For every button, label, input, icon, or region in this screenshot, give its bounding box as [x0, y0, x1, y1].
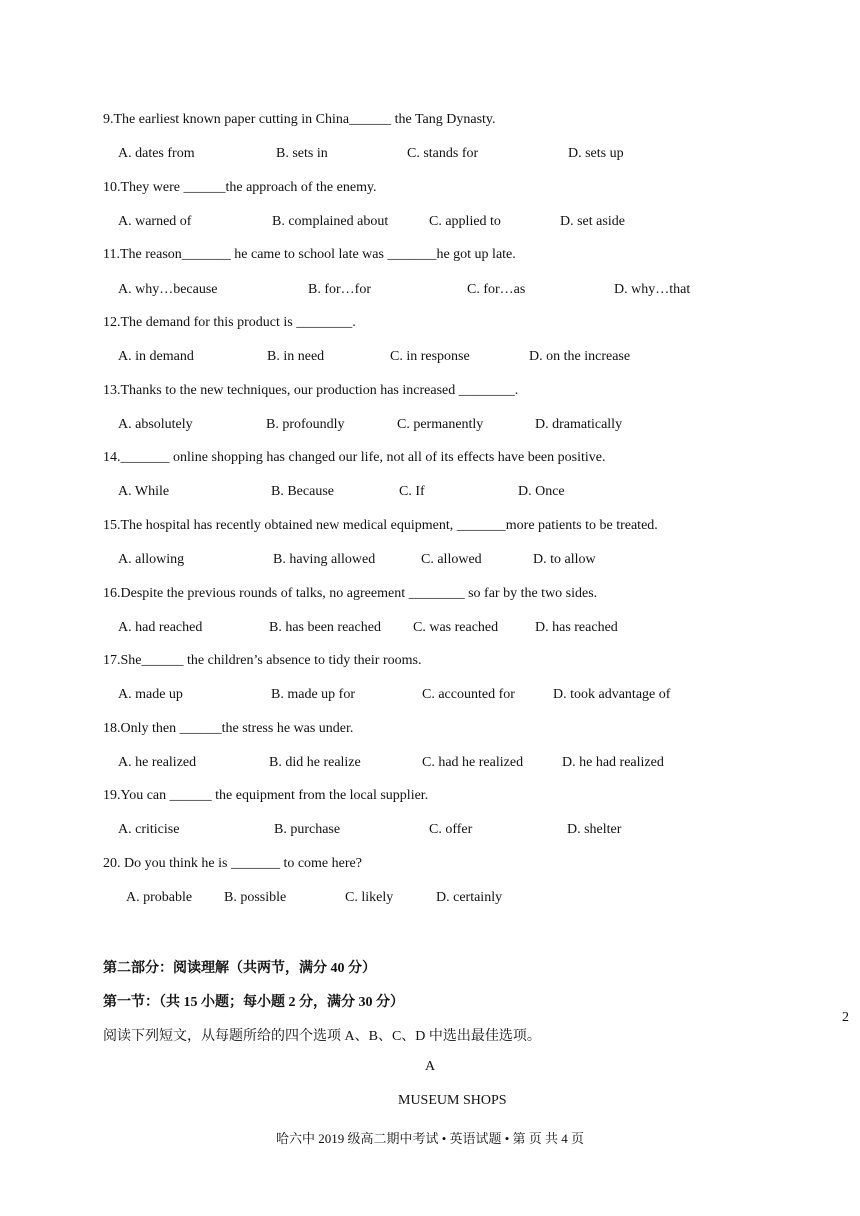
option-a: A. absolutely	[118, 417, 193, 432]
question-13-stem: 13.Thanks to the new techniques, our production has increased ________.	[103, 383, 519, 398]
question-11-stem: 11.The reason_______ he came to school late was _______he got up late.	[103, 247, 516, 262]
question-16-options	[118, 620, 818, 640]
question-10-stem: 10.They were ______the approach of the enemy.	[103, 180, 377, 195]
option-c: C. in response	[390, 349, 470, 364]
option-c: C. allowed	[421, 552, 482, 567]
question-10-options	[118, 214, 818, 234]
question-15-options	[118, 552, 818, 572]
page-number: 2	[842, 1010, 849, 1025]
question-15-stem: 15.The hospital has recently obtained new medical equipment, _______more patients to be treated.	[103, 518, 658, 533]
page-footer: 哈六中 2019 级高二期中考试 • 英语试题 • 第 页 共 4 页	[275, 1131, 585, 1146]
question-9-options	[118, 146, 818, 166]
option-d: D. he had realized	[562, 755, 664, 770]
option-d: D. has reached	[535, 620, 618, 635]
option-c: C. likely	[345, 890, 394, 905]
option-c: C. applied to	[429, 214, 501, 229]
option-a: A. While	[118, 484, 170, 499]
reading-instruction: 阅读下列短文，从每题所给的四个选项 A、B、C、D 中选出最佳选项。	[103, 1029, 541, 1044]
question-19-stem: 19.You can ______ the equipment from the local supplier.	[103, 788, 429, 803]
option-a: A. dates from	[118, 146, 195, 161]
question-9-stem: 9.The earliest known paper cutting in China______ the Tang Dynasty.	[103, 112, 496, 127]
option-a: A. he realized	[118, 755, 197, 770]
option-c: C. permanently	[397, 417, 484, 432]
option-b: B. possible	[224, 890, 287, 905]
option-a: A. criticise	[118, 822, 180, 837]
option-b: B. in need	[267, 349, 325, 364]
question-12-stem: 12.The demand for this product is ________.	[103, 315, 356, 330]
question-11-options	[118, 282, 818, 302]
question-13-options	[118, 417, 818, 437]
option-d: D. shelter	[567, 822, 622, 837]
option-c: C. was reached	[413, 620, 499, 635]
option-d: D. on the increase	[529, 349, 631, 364]
option-d: D. to allow	[533, 552, 596, 567]
option-a: A. in demand	[118, 349, 194, 364]
option-b: B. complained about	[272, 214, 389, 229]
question-18-stem: 18.Only then ______the stress he was under.	[103, 721, 354, 736]
question-20-stem: 20. Do you think he is _______ to come here?	[103, 856, 362, 871]
option-b: B. purchase	[274, 822, 341, 837]
option-d: D. certainly	[436, 890, 503, 905]
option-d: D. sets up	[568, 146, 624, 161]
option-a: A. warned of	[118, 214, 192, 229]
option-c: C. had he realized	[422, 755, 524, 770]
option-b: B. having allowed	[273, 552, 376, 567]
option-b: B. for…for	[308, 282, 371, 297]
question-19-options	[118, 822, 818, 842]
question-20-options	[126, 890, 826, 910]
section-one-heading: 第一节：（共 15 小题；每小题 2 分，满分 30 分）	[103, 995, 404, 1010]
option-b: B. profoundly	[266, 417, 345, 432]
option-a: A. probable	[126, 890, 193, 905]
option-a: A. had reached	[118, 620, 203, 635]
option-a: A. allowing	[118, 552, 185, 567]
passage-title: MUSEUM SHOPS	[398, 1093, 507, 1108]
option-a: A. why…because	[118, 282, 218, 297]
option-c: C. offer	[429, 822, 473, 837]
option-c: C. accounted for	[422, 687, 515, 702]
question-18-options	[118, 755, 818, 775]
part-two-heading: 第二部分：阅读理解（共两节，满分 40 分）	[103, 961, 376, 976]
option-d: D. set aside	[560, 214, 625, 229]
question-17-stem: 17.She______ the children’s absence to tidy their rooms.	[103, 653, 422, 668]
option-b: B. sets in	[276, 146, 328, 161]
option-b: B. has been reached	[269, 620, 381, 635]
option-c: C. for…as	[467, 282, 526, 297]
question-14-options	[118, 484, 818, 504]
option-c: C. If	[399, 484, 425, 499]
option-d: D. why…that	[614, 282, 691, 297]
option-b: B. did he realize	[269, 755, 361, 770]
option-d: D. took advantage of	[553, 687, 671, 702]
question-14-stem: 14._______ online shopping has changed our life, not all of its effects have been positive.	[103, 450, 606, 465]
question-17-options	[118, 687, 818, 707]
option-b: B. Because	[271, 484, 334, 499]
option-d: D. dramatically	[535, 417, 623, 432]
option-b: B. made up for	[271, 687, 355, 702]
option-d: D. Once	[518, 484, 565, 499]
option-c: C. stands for	[407, 146, 479, 161]
option-a: A. made up	[118, 687, 183, 702]
passage-letter: A	[425, 1059, 436, 1074]
question-16-stem: 16.Despite the previous rounds of talks, no agreement ________ so far by the two sides.	[103, 586, 598, 601]
question-12-options	[118, 349, 818, 369]
